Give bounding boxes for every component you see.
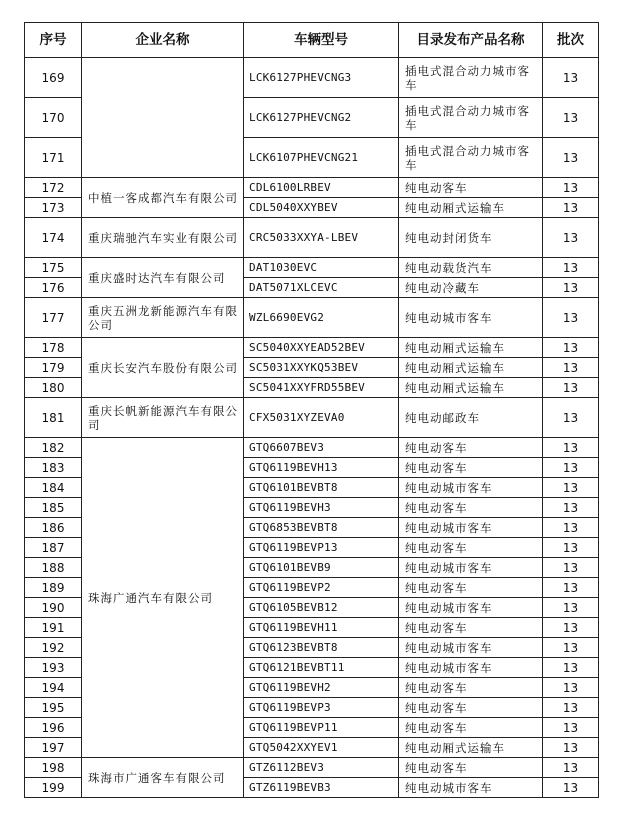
seq-cell: 188 bbox=[25, 558, 82, 578]
header-seq: 序号 bbox=[25, 23, 82, 58]
batch-cell: 13 bbox=[543, 498, 599, 518]
product-cell: 插电式混合动力城市客车 bbox=[399, 138, 543, 178]
seq-cell: 171 bbox=[25, 138, 82, 178]
product-cell: 纯电动冷藏车 bbox=[399, 278, 543, 298]
product-cell: 纯电动城市客车 bbox=[399, 598, 543, 618]
model-cell: SC5041XXYFRD55BEV bbox=[244, 378, 399, 398]
seq-cell: 184 bbox=[25, 478, 82, 498]
product-cell: 插电式混合动力城市客车 bbox=[399, 58, 543, 98]
batch-cell: 13 bbox=[543, 698, 599, 718]
product-cell: 纯电动厢式运输车 bbox=[399, 738, 543, 758]
product-cell: 纯电动客车 bbox=[399, 538, 543, 558]
model-cell: GTQ6119BEVH11 bbox=[244, 618, 399, 638]
seq-cell: 199 bbox=[25, 778, 82, 798]
seq-cell: 190 bbox=[25, 598, 82, 618]
batch-cell: 13 bbox=[543, 58, 599, 98]
seq-cell: 189 bbox=[25, 578, 82, 598]
product-cell: 纯电动厢式运输车 bbox=[399, 378, 543, 398]
model-cell: DAT5071XLCEVC bbox=[244, 278, 399, 298]
table-row bbox=[25, 218, 599, 258]
product-cell: 纯电动城市客车 bbox=[399, 778, 543, 798]
batch-cell: 13 bbox=[543, 538, 599, 558]
seq-cell: 178 bbox=[25, 338, 82, 358]
company-cell: 重庆盛时达汽车有限公司 bbox=[82, 258, 244, 298]
model-cell: GTQ6105BEVB12 bbox=[244, 598, 399, 618]
batch-cell: 13 bbox=[543, 618, 599, 638]
product-cell: 纯电动客车 bbox=[399, 698, 543, 718]
product-cell: 纯电动客车 bbox=[399, 618, 543, 638]
table-row bbox=[25, 438, 599, 458]
seq-cell: 181 bbox=[25, 398, 82, 438]
seq-cell: 194 bbox=[25, 678, 82, 698]
header-row bbox=[25, 23, 599, 58]
model-cell: GTQ6119BEVH2 bbox=[244, 678, 399, 698]
model-cell: GTQ6123BEVBT8 bbox=[244, 638, 399, 658]
seq-cell: 183 bbox=[25, 458, 82, 478]
batch-cell: 13 bbox=[543, 218, 599, 258]
batch-cell: 13 bbox=[543, 98, 599, 138]
model-cell: GTQ6119BEVP2 bbox=[244, 578, 399, 598]
table-row bbox=[25, 258, 599, 278]
header-product: 目录发布产品名称 bbox=[399, 23, 543, 58]
model-cell: LCK6107PHEVCNG21 bbox=[244, 138, 399, 178]
batch-cell: 13 bbox=[543, 358, 599, 378]
model-cell: CFX5031XYZEVA0 bbox=[244, 398, 399, 438]
header-batch: 批次 bbox=[543, 23, 599, 58]
header-model: 车辆型号 bbox=[244, 23, 399, 58]
vehicle-catalog-table bbox=[24, 22, 599, 798]
batch-cell: 13 bbox=[543, 278, 599, 298]
batch-cell: 13 bbox=[543, 458, 599, 478]
batch-cell: 13 bbox=[543, 518, 599, 538]
company-cell: 中植一客成都汽车有限公司 bbox=[82, 178, 244, 218]
product-cell: 纯电动城市客车 bbox=[399, 658, 543, 678]
batch-cell: 13 bbox=[543, 578, 599, 598]
product-cell: 纯电动客车 bbox=[399, 458, 543, 478]
batch-cell: 13 bbox=[543, 738, 599, 758]
model-cell: CDL6100LRBEV bbox=[244, 178, 399, 198]
product-cell: 纯电动客车 bbox=[399, 178, 543, 198]
model-cell: GTQ6119BEVH13 bbox=[244, 458, 399, 478]
model-cell: GTQ5042XXYEV1 bbox=[244, 738, 399, 758]
company-cell: 珠海市广通客车有限公司 bbox=[82, 758, 244, 798]
seq-cell: 179 bbox=[25, 358, 82, 378]
product-cell: 纯电动城市客车 bbox=[399, 298, 543, 338]
table-row bbox=[25, 758, 599, 778]
model-cell: SC5031XXYKQ53BEV bbox=[244, 358, 399, 378]
model-cell: GTQ6853BEVBT8 bbox=[244, 518, 399, 538]
seq-cell: 198 bbox=[25, 758, 82, 778]
model-cell: CRC5033XXYA-LBEV bbox=[244, 218, 399, 258]
batch-cell: 13 bbox=[543, 338, 599, 358]
company-cell: 珠海广通汽车有限公司 bbox=[82, 438, 244, 758]
batch-cell: 13 bbox=[543, 178, 599, 198]
batch-cell: 13 bbox=[543, 378, 599, 398]
seq-cell: 175 bbox=[25, 258, 82, 278]
seq-cell: 177 bbox=[25, 298, 82, 338]
seq-cell: 197 bbox=[25, 738, 82, 758]
table-row bbox=[25, 58, 599, 98]
company-cell bbox=[82, 58, 244, 178]
batch-cell: 13 bbox=[543, 478, 599, 498]
model-cell: GTZ6112BEV3 bbox=[244, 758, 399, 778]
seq-cell: 169 bbox=[25, 58, 82, 98]
product-cell: 纯电动客车 bbox=[399, 718, 543, 738]
seq-cell: 174 bbox=[25, 218, 82, 258]
seq-cell: 195 bbox=[25, 698, 82, 718]
seq-cell: 196 bbox=[25, 718, 82, 738]
seq-cell: 180 bbox=[25, 378, 82, 398]
batch-cell: 13 bbox=[543, 138, 599, 178]
product-cell: 纯电动客车 bbox=[399, 578, 543, 598]
seq-cell: 192 bbox=[25, 638, 82, 658]
product-cell: 纯电动城市客车 bbox=[399, 638, 543, 658]
product-cell: 纯电动城市客车 bbox=[399, 558, 543, 578]
document-page bbox=[24, 22, 598, 798]
product-cell: 纯电动客车 bbox=[399, 498, 543, 518]
table-row bbox=[25, 298, 599, 338]
product-cell: 纯电动客车 bbox=[399, 758, 543, 778]
product-cell: 纯电动厢式运输车 bbox=[399, 198, 543, 218]
model-cell: GTQ6101BEVB9 bbox=[244, 558, 399, 578]
batch-cell: 13 bbox=[543, 678, 599, 698]
company-cell: 重庆五洲龙新能源汽车有限公司 bbox=[82, 298, 244, 338]
seq-cell: 170 bbox=[25, 98, 82, 138]
seq-cell: 173 bbox=[25, 198, 82, 218]
model-cell: GTQ6119BEVP13 bbox=[244, 538, 399, 558]
model-cell: DAT1030EVC bbox=[244, 258, 399, 278]
model-cell: GTQ6121BEVBT11 bbox=[244, 658, 399, 678]
product-cell: 插电式混合动力城市客车 bbox=[399, 98, 543, 138]
batch-cell: 13 bbox=[543, 398, 599, 438]
company-cell: 重庆瑞驰汽车实业有限公司 bbox=[82, 218, 244, 258]
batch-cell: 13 bbox=[543, 638, 599, 658]
batch-cell: 13 bbox=[543, 258, 599, 278]
batch-cell: 13 bbox=[543, 778, 599, 798]
model-cell: GTQ6119BEVP3 bbox=[244, 698, 399, 718]
product-cell: 纯电动载货汽车 bbox=[399, 258, 543, 278]
seq-cell: 176 bbox=[25, 278, 82, 298]
product-cell: 纯电动客车 bbox=[399, 438, 543, 458]
seq-cell: 185 bbox=[25, 498, 82, 518]
seq-cell: 186 bbox=[25, 518, 82, 538]
company-cell: 重庆长安汽车股份有限公司 bbox=[82, 338, 244, 398]
model-cell: GTQ6119BEVP11 bbox=[244, 718, 399, 738]
batch-cell: 13 bbox=[543, 658, 599, 678]
batch-cell: 13 bbox=[543, 298, 599, 338]
seq-cell: 191 bbox=[25, 618, 82, 638]
batch-cell: 13 bbox=[543, 598, 599, 618]
company-cell: 重庆长帆新能源汽车有限公司 bbox=[82, 398, 244, 438]
model-cell: CDL5040XXYBEV bbox=[244, 198, 399, 218]
model-cell: GTQ6607BEV3 bbox=[244, 438, 399, 458]
seq-cell: 193 bbox=[25, 658, 82, 678]
seq-cell: 187 bbox=[25, 538, 82, 558]
table-row bbox=[25, 398, 599, 438]
seq-cell: 182 bbox=[25, 438, 82, 458]
batch-cell: 13 bbox=[543, 758, 599, 778]
product-cell: 纯电动客车 bbox=[399, 678, 543, 698]
model-cell: GTZ6119BEVB3 bbox=[244, 778, 399, 798]
table-row bbox=[25, 178, 599, 198]
model-cell: SC5040XXYEAD52BEV bbox=[244, 338, 399, 358]
model-cell: GTQ6119BEVH3 bbox=[244, 498, 399, 518]
product-cell: 纯电动邮政车 bbox=[399, 398, 543, 438]
product-cell: 纯电动厢式运输车 bbox=[399, 338, 543, 358]
product-cell: 纯电动城市客车 bbox=[399, 518, 543, 538]
product-cell: 纯电动厢式运输车 bbox=[399, 358, 543, 378]
model-cell: WZL6690EVG2 bbox=[244, 298, 399, 338]
model-cell: LCK6127PHEVCNG2 bbox=[244, 98, 399, 138]
header-company: 企业名称 bbox=[82, 23, 244, 58]
batch-cell: 13 bbox=[543, 558, 599, 578]
product-cell: 纯电动封闭货车 bbox=[399, 218, 543, 258]
batch-cell: 13 bbox=[543, 198, 599, 218]
batch-cell: 13 bbox=[543, 718, 599, 738]
model-cell: GTQ6101BEVBT8 bbox=[244, 478, 399, 498]
batch-cell: 13 bbox=[543, 438, 599, 458]
product-cell: 纯电动城市客车 bbox=[399, 478, 543, 498]
model-cell: LCK6127PHEVCNG3 bbox=[244, 58, 399, 98]
seq-cell: 172 bbox=[25, 178, 82, 198]
table-row bbox=[25, 338, 599, 358]
